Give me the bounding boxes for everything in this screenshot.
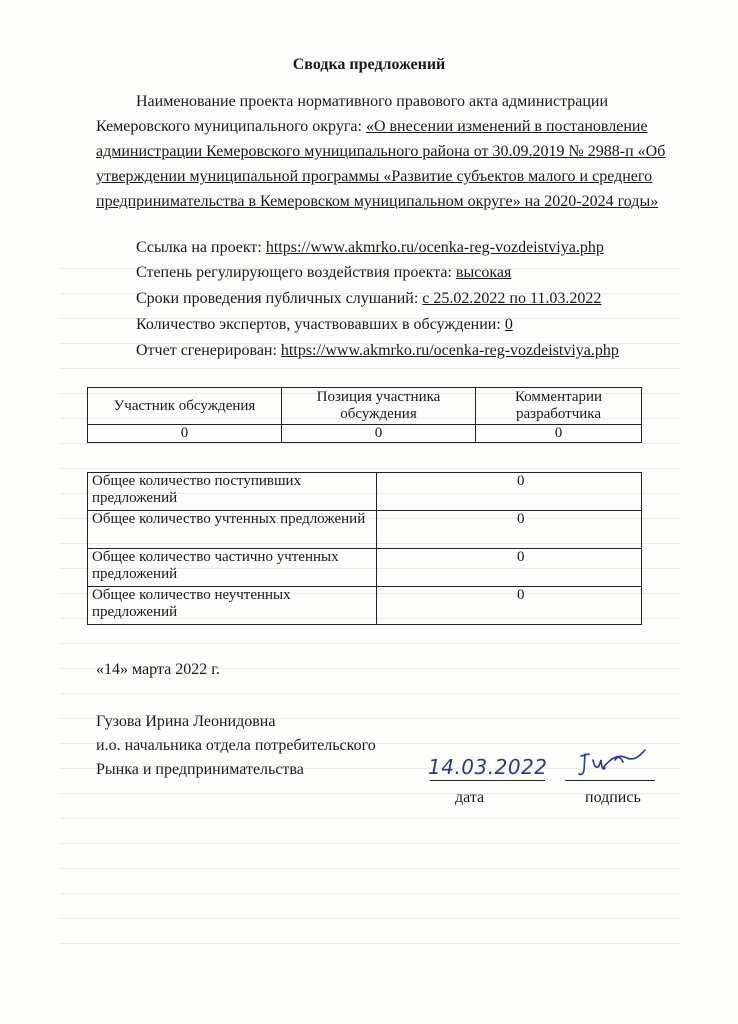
date-caption: дата — [455, 789, 485, 806]
signatory-name: Гузова Ирина Леонидовна — [96, 713, 276, 730]
degree-value: высокая — [455, 264, 512, 281]
table-row — [88, 587, 642, 625]
summary-label: Общее количество неучтенных предложений — [88, 587, 377, 625]
link-label: Ссылка на проект: — [136, 239, 266, 256]
period-line — [136, 290, 601, 308]
table-cell: 0 — [282, 425, 476, 443]
summary-label: Общее количество учтенных предложений — [88, 511, 377, 549]
report-line — [136, 342, 619, 360]
header-participant: Участник обсуждения — [88, 388, 282, 425]
table-cell: 0 — [88, 425, 282, 443]
summary-label: Общее количество частично учтенных предложений — [88, 549, 377, 587]
project-description — [96, 89, 696, 214]
table-row — [88, 549, 642, 587]
table-row — [88, 511, 642, 549]
degree-label: Степень регулирующего воздействия проекта: — [136, 264, 456, 281]
signatory-block — [96, 710, 376, 782]
header-position: Позиция участника обсуждения — [282, 388, 476, 425]
participants-table — [87, 387, 642, 443]
table-row — [88, 425, 642, 443]
project-link[interactable]: https://www.akmrko.ru/ocenka-reg-vozdeistviya.php — [265, 239, 604, 256]
summary-label: Общее количество поступивших предложений — [88, 473, 377, 511]
summary-value: 0 — [377, 549, 642, 587]
period-value: с 25.02.2022 по 11.03.2022 — [422, 290, 602, 307]
experts-label: Количество экспертов, участвовавших в обсуждении: — [136, 316, 505, 333]
signature-caption: подпись — [585, 789, 641, 806]
project-label: Наименование проекта нормативного правового акта администрации Кемеровского муниципального округа: — [96, 93, 609, 135]
degree-line — [136, 264, 511, 282]
summary-value: 0 — [377, 511, 642, 549]
handwritten-signature — [575, 748, 660, 780]
summary-value: 0 — [377, 473, 642, 511]
period-label: Сроки проведения публичных слушаний: — [136, 290, 423, 307]
document-date: «14» марта 2022 г. — [96, 661, 220, 678]
report-label: Отчет сгенерирован: — [136, 342, 281, 359]
handwritten-date: 14.03.2022 — [428, 755, 548, 779]
summary-value: 0 — [377, 587, 642, 625]
signatory-department: Рынка и предпринимательства — [96, 761, 304, 778]
link-line — [136, 239, 604, 257]
experts-line — [136, 316, 513, 334]
table-row — [88, 473, 642, 511]
header-comments: Комментарии разработчика — [476, 388, 642, 425]
project-name: «О внесении изменений в постановление администрации Кемеровского муниципального района от 30.09.2019 № 2988-п «Об утверждении муниципальной программы «Развитие субъектов малого и среднего предпринимательства в Кемеровском муниципальном округе» на 2020-2024 годы» — [96, 118, 666, 210]
report-link[interactable]: https://www.akmrko.ru/ocenka-reg-vozdeistviya.php — [280, 342, 619, 359]
experts-value: 0 — [504, 316, 513, 333]
summary-table — [87, 472, 642, 625]
table-cell: 0 — [476, 425, 642, 443]
document-title: Сводка предложений — [292, 56, 446, 73]
signatory-position: и.о. начальника отдела потребительского — [96, 737, 376, 754]
table-header-row — [88, 388, 642, 425]
